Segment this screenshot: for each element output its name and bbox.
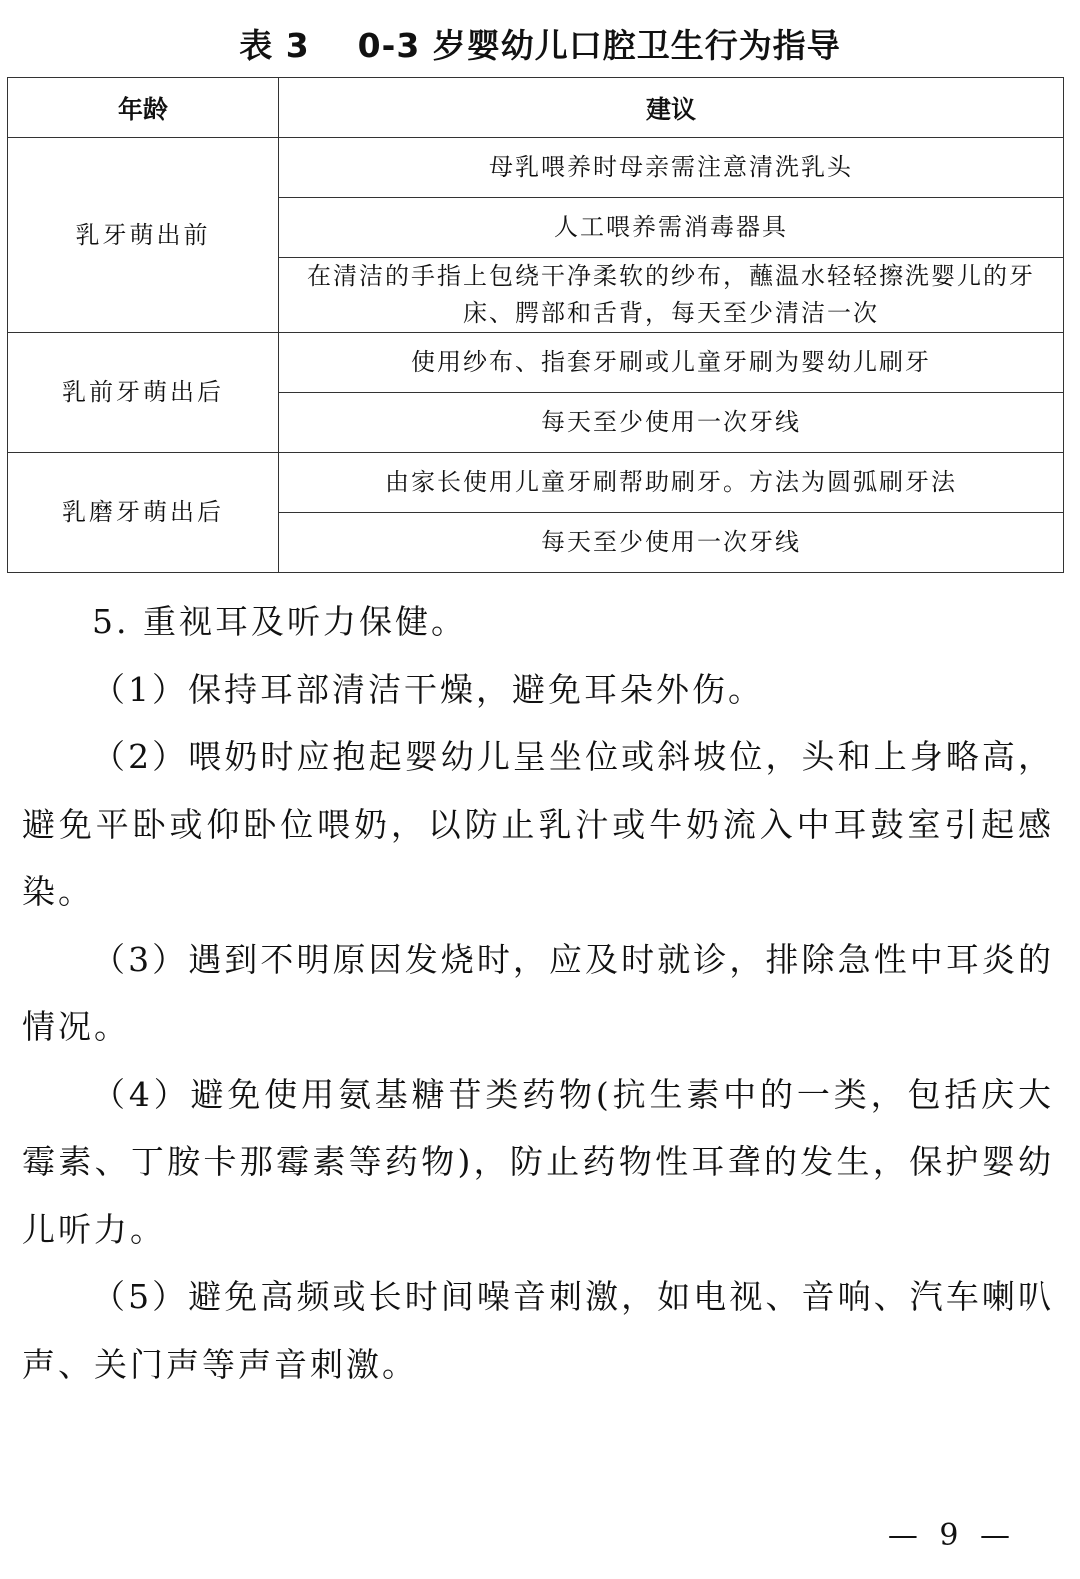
table-row [8, 333, 1064, 393]
section-heading: 5. 重视耳及听力保健。 [92, 602, 467, 641]
paragraph: （4）避免使用氨基糖苷类药物(抗生素中的一类，包括庆大霉素、丁胺卡那霉素等药物)，防止药物性耳聋的发生，保护婴幼儿听力。 [22, 1074, 1054, 1249]
table-caption: 0-3 岁婴幼儿口腔卫生行为指导 [357, 26, 841, 65]
body-text [22, 588, 1054, 1398]
age-cell: 乳磨牙萌出后 [8, 453, 279, 573]
table-row [8, 453, 1064, 513]
table-row [8, 138, 1064, 198]
advice-cell: 由家长使用儿童牙刷帮助刷牙。方法为圆弧刷牙法 [279, 453, 1064, 513]
header-age: 年龄 [8, 78, 279, 138]
paragraph: （5）避免高频或长时间噪音刺激，如电视、音响、汽车喇叭声、关门声等声音刺激。 [22, 1277, 1054, 1384]
age-cell: 乳牙萌出前 [8, 138, 279, 333]
table-number: 表 3 [239, 26, 310, 65]
advice-cell: 在清洁的手指上包绕干净柔软的纱布，蘸温水轻轻擦洗婴儿的牙床、腭部和舌背，每天至少清洁一次 [279, 258, 1064, 333]
advice-cell: 使用纱布、指套牙刷或儿童牙刷为婴幼儿刷牙 [279, 333, 1064, 393]
advice-cell: 母乳喂养时母亲需注意清洗乳头 [279, 138, 1064, 198]
paragraph: （3）遇到不明原因发烧时，应及时就诊，排除急性中耳炎的情况。 [22, 939, 1054, 1046]
age-cell: 乳前牙萌出后 [8, 333, 279, 453]
oral-hygiene-guidance-table [7, 77, 1064, 573]
paragraph: （1）保持耳部清洁干燥，避免耳朵外伤。 [92, 669, 764, 709]
table-title [0, 22, 1080, 70]
advice-cell: 每天至少使用一次牙线 [279, 393, 1064, 453]
header-advice: 建议 [279, 78, 1064, 138]
table-header-row [8, 78, 1064, 138]
advice-cell: 每天至少使用一次牙线 [279, 513, 1064, 573]
advice-cell: 人工喂养需消毒器具 [279, 198, 1064, 258]
page-number: — 9 — [887, 1518, 1016, 1553]
paragraph: （2）喂奶时应抱起婴幼儿呈坐位或斜坡位，头和上身略高，避免平卧或仰卧位喂奶，以防止乳汁或牛奶流入中耳鼓室引起感染。 [22, 737, 1054, 911]
